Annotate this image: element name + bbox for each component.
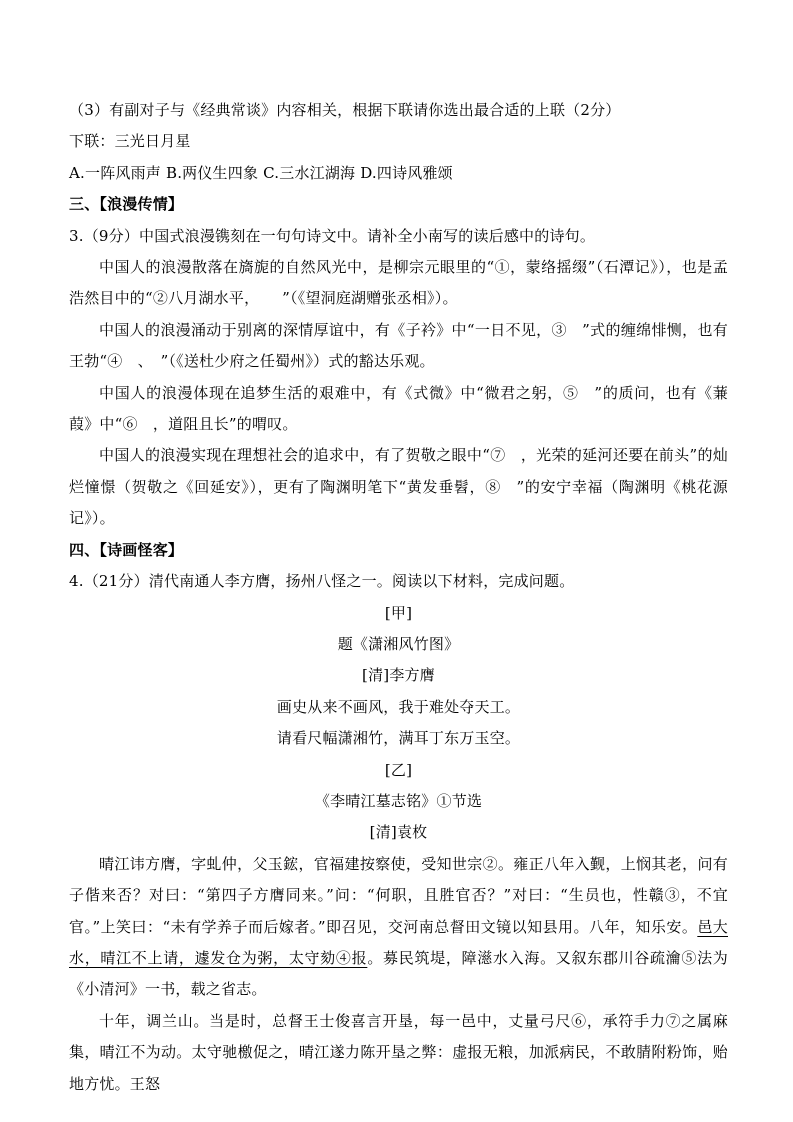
couplet-second-line: 下联：三光日月星 [69, 132, 191, 151]
section-4-heading: 四、【诗画怪客】 [69, 540, 184, 559]
essay-paragraph-3: 中国人的浪漫体现在追梦生活的艰难中，有《式微》中“微君之躬，⑤ ”的质问，也有《蒹葭》中“⑥ ，道阻且长”的喟叹。 [69, 383, 728, 434]
options-a-to-d: A.一阵风雨声 B.两仪生四象 C.三水江湖海 D.四诗风雅颂 [69, 163, 453, 182]
essay-paragraph-1: 中国人的浪漫散落在旖旎的自然风光中，是柳宗元眼里的“①，蒙络摇缀”（石潭记》），也是孟浩然目中的“②八月湖水平， ”（《望洞庭湖赠张丞相》）。 [69, 258, 728, 308]
biography-underlined-text: 邑大水，晴江不上请，遽发仓为粥，太守劾④报 [69, 917, 728, 967]
poem-line-2: 请看尺幅潇湘竹，满耳丁东万玉空。 [276, 729, 521, 748]
poem-author: [清]李方膺 [362, 666, 435, 685]
essay-paragraph-4: 中国人的浪漫实现在理想社会的追求中，有了贺敬之眼中“⑦ ，光荣的延河还要在前头”的灿烂憧憬（贺敬之《回延安》），更有了陶渊明笔下“黄发垂髫，⑧ ”的安宁幸福（陶渊明《桃花源记》）。 [69, 446, 728, 528]
label-yi: [乙] [384, 760, 413, 779]
question-part3-prompt: （3）有副对子与《经典常谈》内容相关，根据下联请你选出最合适的上联（2分） [69, 101, 621, 119]
question-4-stem: 4.（21分）清代南通人李方膺，扬州八怪之一。阅读以下材料，完成问题。 [69, 572, 575, 591]
document-content [69, 95, 728, 1100]
poem-line-1: 画史从来不画风，我于难处夺天工。 [276, 697, 521, 716]
poem-title: 题《潇湘风竹图》 [337, 634, 460, 653]
biography-paragraph-1 [69, 849, 728, 1006]
biography-paragraph-2: 十年，调兰山。当是时，总督王士俊喜言开垦，每一邑中，丈量弓尺⑥，承符手力⑦之属麻集，晴江不为动。太守驰檄促之，晴江遂力陈开垦之弊：虚报无粮，加派病民，不敢腈附粉饰，贻地方忧。王怒 [69, 1011, 728, 1093]
biography-text-pre: 晴江讳方膺，字虬仲，父玉鋐，官福建按察使，受知世宗②。雍正八年入觐，上悯其老，问有子偕来否？对曰：“第四子方膺同来。”问：“何职，且胜官否？”对曰：“生员也，性赣③，不宜官。”上笑曰：“未有学养子而后嫁者。”即召见，交河南总督田文镜以知县用。八年，知乐安。 [69, 854, 728, 936]
prose-title: 《李晴江墓志铭》①节选 [314, 791, 483, 810]
biography-text-post: 。募民筑堤，障濨水入海。又叙东郡川谷疏瀹⑤法为《小清河》一书，载之省志。 [69, 948, 728, 999]
label-jia: [甲] [384, 603, 413, 622]
prose-author: [清]袁枚 [369, 823, 428, 842]
section-3-heading: 三、【浪漫传情】 [69, 195, 184, 214]
essay-paragraph-2: 中国人的浪漫涌动于别离的深情厚谊中，有《子衿》中“一日不见，③ ”式的缠绵悱恻，也有王勃“④ 、 ”（《送杜少府之任蜀州》）式的豁达乐观。 [69, 320, 728, 371]
question-3-stem: 3.（9分）中国式浪漫镌刻在一句句诗文中。请补全小南写的读后感中的诗句。 [69, 226, 596, 245]
